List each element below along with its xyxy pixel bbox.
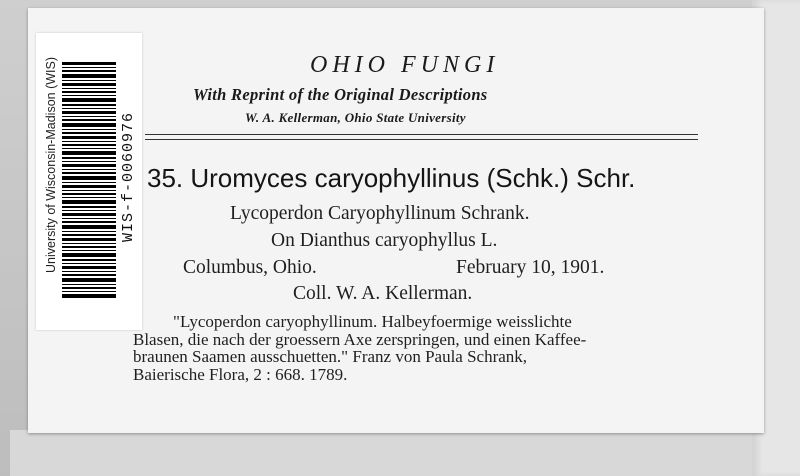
host-line: On Dianthus caryophyllus L. <box>271 230 498 251</box>
lower-sheet-edge <box>10 430 790 476</box>
divider-rule-top <box>145 134 698 135</box>
collector-line: Coll. W. A. Kellerman. <box>293 283 473 304</box>
description-line: Baierische Flora, 2 : 668. 1789. <box>133 364 348 384</box>
original-description <box>133 313 688 383</box>
species-name: 35. Uromyces caryophyllinus (Schk.) Schr. <box>147 163 636 193</box>
author-line: W. A. Kellerman, Ohio State University <box>245 110 466 125</box>
description-line: Blasen, die nach der groessern Axe zerspringen, und einen Kaffee- <box>133 329 587 349</box>
catalog-number: WIS-f-0060976 <box>120 111 137 243</box>
description-line: braunen Saamen ausschuetten." Franz von Paula Schrank, <box>133 347 528 366</box>
series-title: OHIO FUNGI <box>310 52 500 78</box>
collection-date: February 10, 1901. <box>456 257 605 278</box>
locality: Columbus, Ohio. <box>183 257 317 278</box>
barcode-icon <box>62 62 116 298</box>
divider-rule-bottom <box>145 139 698 140</box>
institution-text: University of Wisconsin-Madison (WIS) <box>44 57 58 274</box>
reprint-subtitle: With Reprint of the Original Descriptions <box>193 85 488 104</box>
synonym-line: Lycoperdon Caryophyllinum Schrank. <box>230 203 530 224</box>
description-line: "Lycoperdon caryophyllinum. Halbeyfoermige weisslichte <box>173 312 572 331</box>
